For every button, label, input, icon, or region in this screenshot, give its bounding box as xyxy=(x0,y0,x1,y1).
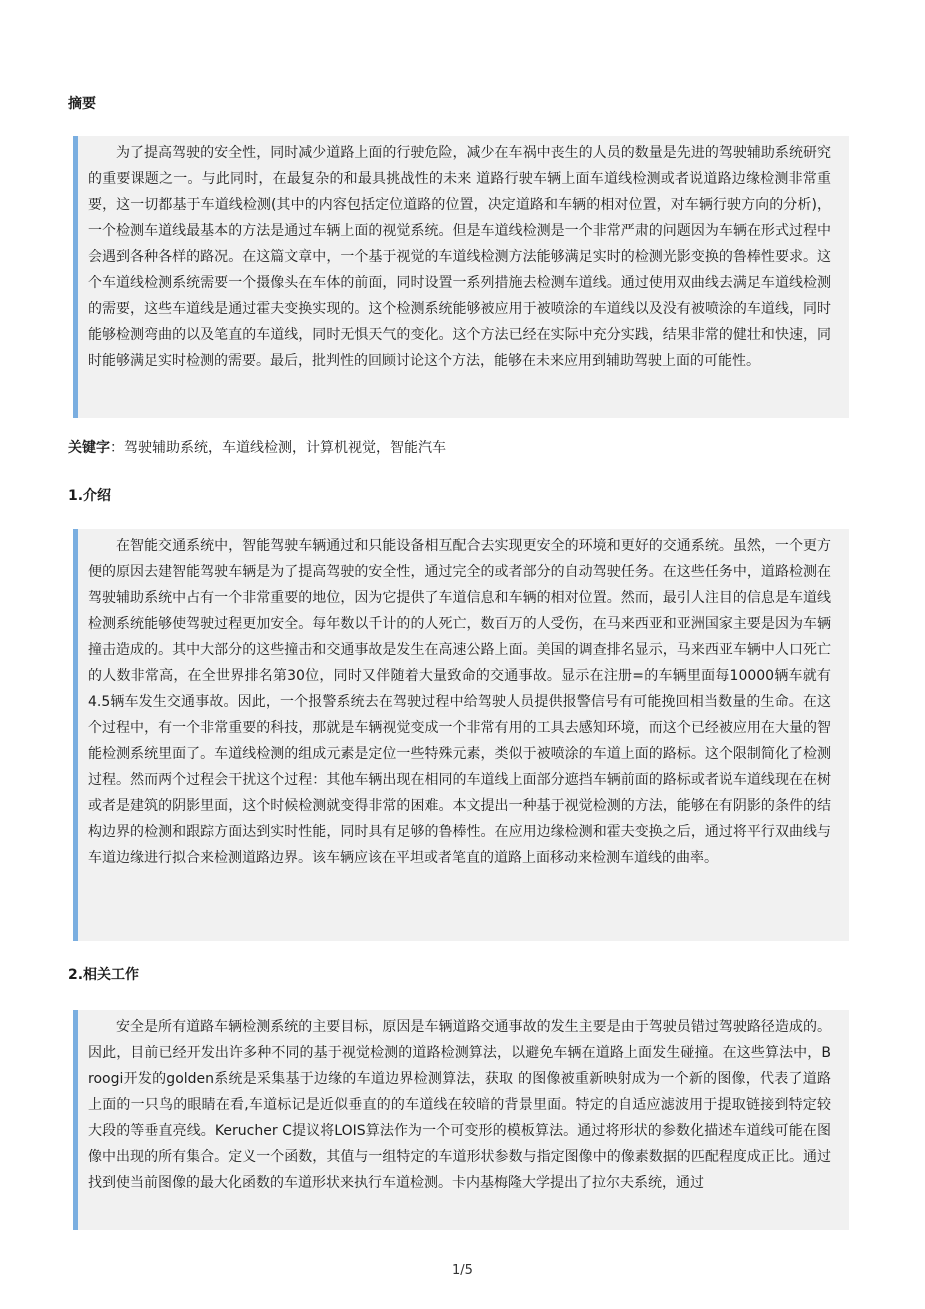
abstract-block xyxy=(73,136,849,418)
related-work-paragraph: 安全是所有道路车辆检测系统的主要目标，原因是车辆道路交通事故的发生主要是由于驾驶员错过驾驶路径造成的。因此，目前已经开发出许多种不同的基于视觉检测的道路检测算法，以避免车辆在道路上面发生碰撞。在这些算法中，Broogi开发的golden系统是采集基于边缘的车道边界检测算法，获取 的图像被重新映射成为一个新的图像，代表了道路上面的一只鸟的眼睛在看,车道标记是近似垂直的的车道线在较暗的背景里面。特定的自适应滤波用于提取链接到特定较大段的等垂直亮线。Kerucher C提议将LOIS算法作为一个可变形的模板算法。通过将形状的参数化描述车道线可能在图像中出现的所有集合。定义一个函数，其值与一组特定的车道形状参数与指定图像中的像素数据的匹配程度成正比。通过找到使当前图像的最大化函数的车道形状来执行车道检测。卡内基梅隆大学提出了拉尔夫系统，通过 xyxy=(88,1019,831,1191)
keywords-text: ：驾驶辅助系统，车道线检测，计算机视觉，智能汽车 xyxy=(110,440,446,456)
page-number: 1/5 xyxy=(452,1263,473,1278)
related-work-block xyxy=(73,1010,849,1230)
keywords-line xyxy=(68,438,446,458)
intro-block xyxy=(73,529,849,941)
intro-heading: 1.介绍 xyxy=(68,488,112,504)
keywords-label: 关键字 xyxy=(68,440,110,456)
related-work-heading: 2.相关工作 xyxy=(68,967,140,983)
intro-paragraph: 在智能交通系统中，智能驾驶车辆通过和只能设备相互配合去实现更安全的环境和更好的交通系统。虽然，一个更方便的原因去建智能驾驶车辆是为了提高驾驶的安全性，通过完全的或者部分的自动驾驶任务。在这些任务中，道路检测在驾驶辅助系统中占有一个非常重要的地位，因为它提供了车道信息和车辆的相对位置。然而，最引人注目的信息是车道线检测系统能够使驾驶过程更加安全。每年数以千计的的人死亡，数百万的人受伤，在马来西亚和亚洲国家主要是因为车辆撞击造成的。其中大部分的这些撞击和交通事故是发生在高速公路上面。美国的调查排名显示，马来西亚车辆中人口死亡的人数非常高，在全世界排名第30位，同时又伴随着大量致命的交通事故。显示在注册=的车辆里面每10000辆车就有4.5辆车发生交通事故。因此，一个报警系统去在驾驶过程中给驾驶人员提供报警信号有可能挽回相当数量的生命。在这个过程中，有一个非常重要的科技，那就是车辆视觉变成一个非常有用的工具去感知环境，而这个已经被应用在大量的智能检测系统里面了。车道线检测的组成元素是定位一些特殊元素，类似于被喷涂的车道上面的路标。这个限制简化了检测过程。然而两个过程会干扰这个过程：其他车辆出现在相同的车道线上面部分遮挡车辆前面的路标或者说车道线现在在树或者是建筑的阴影里面，这个时候检测就变得非常的困难。本文提出一种基于视觉检测的方法，能够在有阴影的条件的结构边界的检测和跟踪方面达到实时性能，同时具有足够的鲁棒性。在应用边缘检测和霍夫变换之后，通过将平行双曲线与车道边缘进行拟合来检测道路边界。该车辆应该在平坦或者笔直的道路上面移动来检测车道线的曲率。 xyxy=(88,538,831,866)
abstract-paragraph: 为了提高驾驶的安全性，同时减少道路上面的行驶危险，减少在车祸中丧生的人员的数量是先进的驾驶辅助系统研究的重要课题之一。与此同时，在最复杂的和最具挑战性的未来 道路行驶车辆上面车道线检测或者说道路边缘检测非常重要，这一切都基于车道线检测(其中的内容包括定位道路的位置，决定道路和车辆的相对位置，对车辆行驶方向的分析)，一个检测车道线最基本的方法是通过车辆上面的视觉系统。但是车道线检测是一个非常严肃的问题因为车辆在形式过程中会遇到各种各样的路况。在这篇文章中，一个基于视觉的车道线检测方法能够满足实时的检测光影变换的鲁棒性要求。这个车道线检测系统需要一个摄像头在车体的前面，同时设置一系列措施去检测车道线。通过使用双曲线去满足车道线检测的需要，这些车道线是通过霍夫变换实现的。这个检测系统能够被应用于被喷涂的车道线以及没有被喷涂的车道线，同时能够检测弯曲的以及笔直的车道线，同时无惧天气的变化。这个方法已经在实际中充分实践，结果非常的健壮和快速，同时能够满足实时检测的需要。最后，批判性的回顾讨论这个方法，能够在未来应用到辅助驾驶上面的可能性。 xyxy=(88,145,831,369)
abstract-heading: 摘要 xyxy=(68,96,96,112)
